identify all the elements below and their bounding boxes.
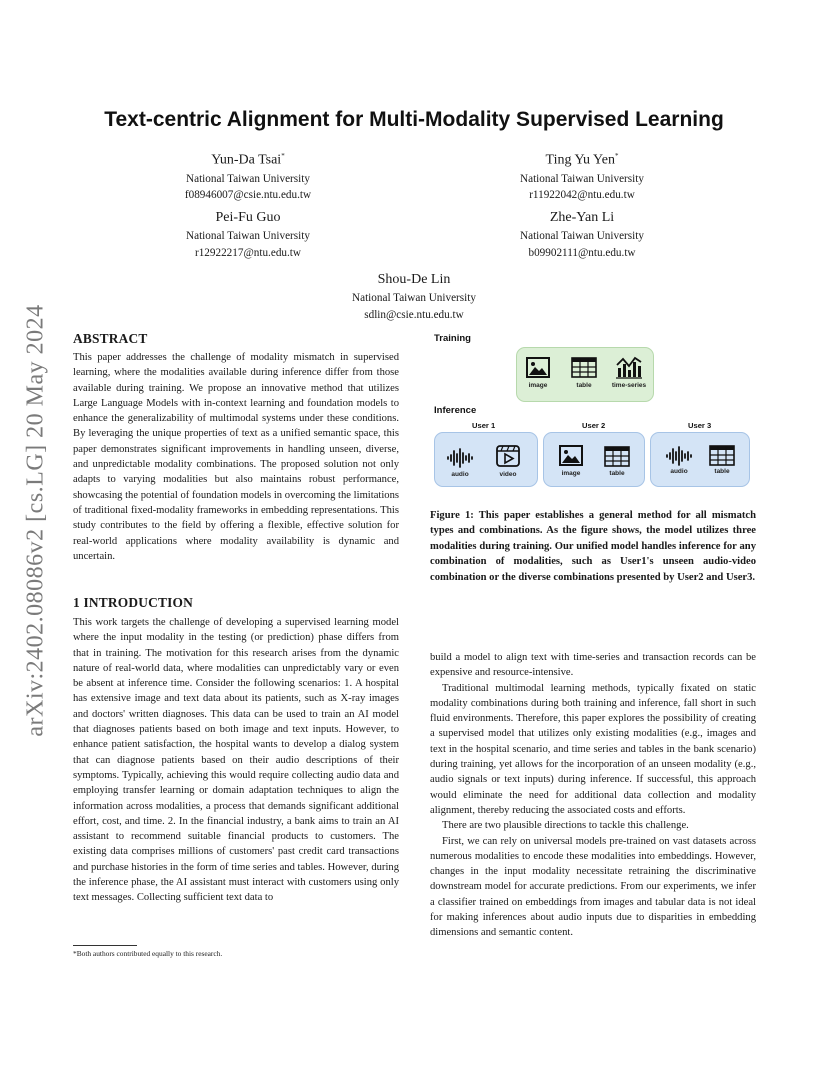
inference-label: Inference bbox=[434, 405, 477, 416]
author-affiliation: National Taiwan University bbox=[186, 172, 310, 185]
author-name: Zhe-Yan Li bbox=[549, 210, 615, 225]
abstract-heading: ABSTRACT bbox=[73, 331, 148, 346]
author-email: b09902111@ntu.edu.tw bbox=[528, 246, 636, 259]
abstract-section bbox=[73, 331, 399, 564]
audio-icon bbox=[664, 444, 694, 468]
training-label: Training bbox=[434, 333, 471, 344]
time-series-icon bbox=[614, 356, 644, 380]
author-block bbox=[118, 208, 378, 261]
author-email: r11922042@ntu.edu.tw bbox=[529, 189, 635, 202]
audio-icon bbox=[445, 446, 475, 470]
modality-label: video bbox=[499, 471, 517, 478]
author-email: sdlin@csie.ntu.edu.tw bbox=[364, 308, 464, 321]
modality-label: audio bbox=[670, 468, 688, 475]
table-icon bbox=[602, 445, 632, 469]
video-icon bbox=[493, 444, 523, 468]
introduction-continued bbox=[430, 650, 756, 941]
table-icon bbox=[569, 356, 599, 380]
arxiv-stamp bbox=[16, 280, 56, 760]
author-affiliation: National Taiwan University bbox=[352, 292, 476, 304]
author-block bbox=[284, 270, 544, 323]
author-affiliation: National Taiwan University bbox=[520, 230, 644, 242]
body-paragraph: There are two plausible directions to tackle this challenge. bbox=[442, 820, 689, 832]
modality-label: image bbox=[528, 382, 548, 389]
user-1-title: User 1 bbox=[472, 421, 496, 430]
author-affiliation: National Taiwan University bbox=[186, 230, 310, 242]
figure-caption: Figure 1: This paper establishes a general method for all mismatch types and combinations. As the figure shows, the model utilizes three modalities during training. Our unified model handles inference for any combination of modalities, such as User1's unseen audio-video combination or the diverse combinations presented by User2 and User3. bbox=[430, 510, 756, 583]
modality-label: image bbox=[561, 470, 581, 477]
author-block bbox=[452, 208, 712, 261]
introduction-section bbox=[73, 595, 399, 906]
modality-label: table bbox=[609, 470, 625, 477]
author-name: Shou-De Lin bbox=[377, 272, 451, 287]
image-icon bbox=[523, 356, 553, 380]
author-name: Pei-Fu Guo bbox=[215, 210, 281, 225]
paper-title: Text-centric Alignment for Multi-Modality Supervised Learning bbox=[104, 108, 724, 131]
body-paragraph: This work targets the challenge of developing a supervised learning model where the input modality in the testing (or prediction) phase differs from that in training. The motivation for this research arises from the dynamic nature of real-world data, where modalities can unpredictably vary or even be absent at inference time. Consider the following scenarios: 1. A hospital has extensive image and text data about its patients, such as X-ray images and doctors' written diagnoses. This data can be used to train an AI model that diagnoses patients based on both image and text inputs. However, to enhance patient satisfaction, the hospital wants to develop a dialog system that can diagnose patients based on their audio descriptions of their symptoms. Typically, achieving this would require collecting audio data and employing transfer learning or domain adaptation techniques to align the information across modalities, a process that demands significant additional effort, cost, and time. 2. In the financial industry, a bank aims to train an AI assistant to recommend suitable financial products to customers. The existing data comprises millions of customers' past credit card transactions and purchase histories in the form of time series and tables. However, during the inference phase, the AI assistant must interact with customers using only text messages. Collecting sufficient text data to bbox=[73, 617, 399, 904]
modality-label: audio bbox=[451, 471, 469, 478]
modality-label: table bbox=[576, 382, 592, 389]
body-paragraph: build a model to align text with time-series and transaction records can be expensive and resource-intensive. bbox=[430, 652, 756, 679]
author-name: Ting Yu Yen* bbox=[545, 152, 619, 168]
table-icon bbox=[707, 444, 737, 468]
modality-label: time-series bbox=[611, 382, 647, 389]
user-2-title: User 2 bbox=[582, 421, 606, 430]
author-affiliation: National Taiwan University bbox=[520, 172, 644, 185]
author-email: r12922217@ntu.edu.tw bbox=[194, 246, 301, 259]
footnote-rule bbox=[73, 945, 137, 946]
abstract-text: This paper addresses the challenge of modality mismatch in supervised learning, where the modalities available during inference differ from those available during training. We propose an innovative method that utilizes Large Language Models with in-context learning and foundation models to enhance the generalizability of multimodal systems under these conditions. By leveraging the unique properties of text as a unified semantic space, this paper demonstrates significant improvements in handling unseen, diverse, and unpredictable modality combinations. The proposed solution not only adapts to varying modalities but also maintains robust performance, showcasing the potential of foundation models in overcoming the limitations of traditional fixed-modality frameworks in embedding representations. This study contributes to the field by offering a flexible, effective solution for real-world applications where modality availability is dynamic and uncertain. bbox=[73, 352, 399, 562]
author-name: Yun-Da Tsai* bbox=[211, 152, 285, 168]
author-block bbox=[452, 146, 712, 204]
body-paragraph: Traditional multimodal learning methods, typically fixated on static modality combinations during both training and inference, fall short in such fluid environments. Therefore, this paper explores the possibility of creating a supervised model that utilizes only existing modalities (e.g., images and text in the hospital scenario, and time series and tables in the bank scenario) during training, yet allows for the incorporation of an unseen modality (e.g., audio signals or text inputs) during inference. If successful, this approach would eliminate the need for additional data collection and modality alignment, thereby reducing the associated costs and efforts. bbox=[430, 682, 756, 816]
author-block bbox=[118, 146, 378, 204]
modality-label: table bbox=[714, 468, 730, 475]
section-heading: 1 INTRODUCTION bbox=[73, 595, 193, 610]
author-email: f08946007@csie.ntu.edu.tw bbox=[184, 189, 312, 202]
body-paragraph: First, we can rely on universal models pre-trained on vast datasets across numerous modalities to encode these modalities into embeddings. However, changes in the input modality necessitate retraining the discriminative downstream model for accurate predictions. From our experiments, we infer a classifier trained on embeddings from images and tabular data is not ideal for making inferences about audio inputs due to disparities in embedding dimensions and semantic content. bbox=[430, 835, 756, 939]
figure-caption-block bbox=[430, 508, 756, 585]
arxiv-stamp-text: arXiv:2402.08086v2 [cs.LG] 20 May 2024 bbox=[22, 303, 49, 737]
footnote: *Both authors contributed equally to this research. bbox=[73, 949, 223, 958]
user-3-title: User 3 bbox=[688, 421, 712, 430]
image-icon bbox=[556, 444, 586, 468]
